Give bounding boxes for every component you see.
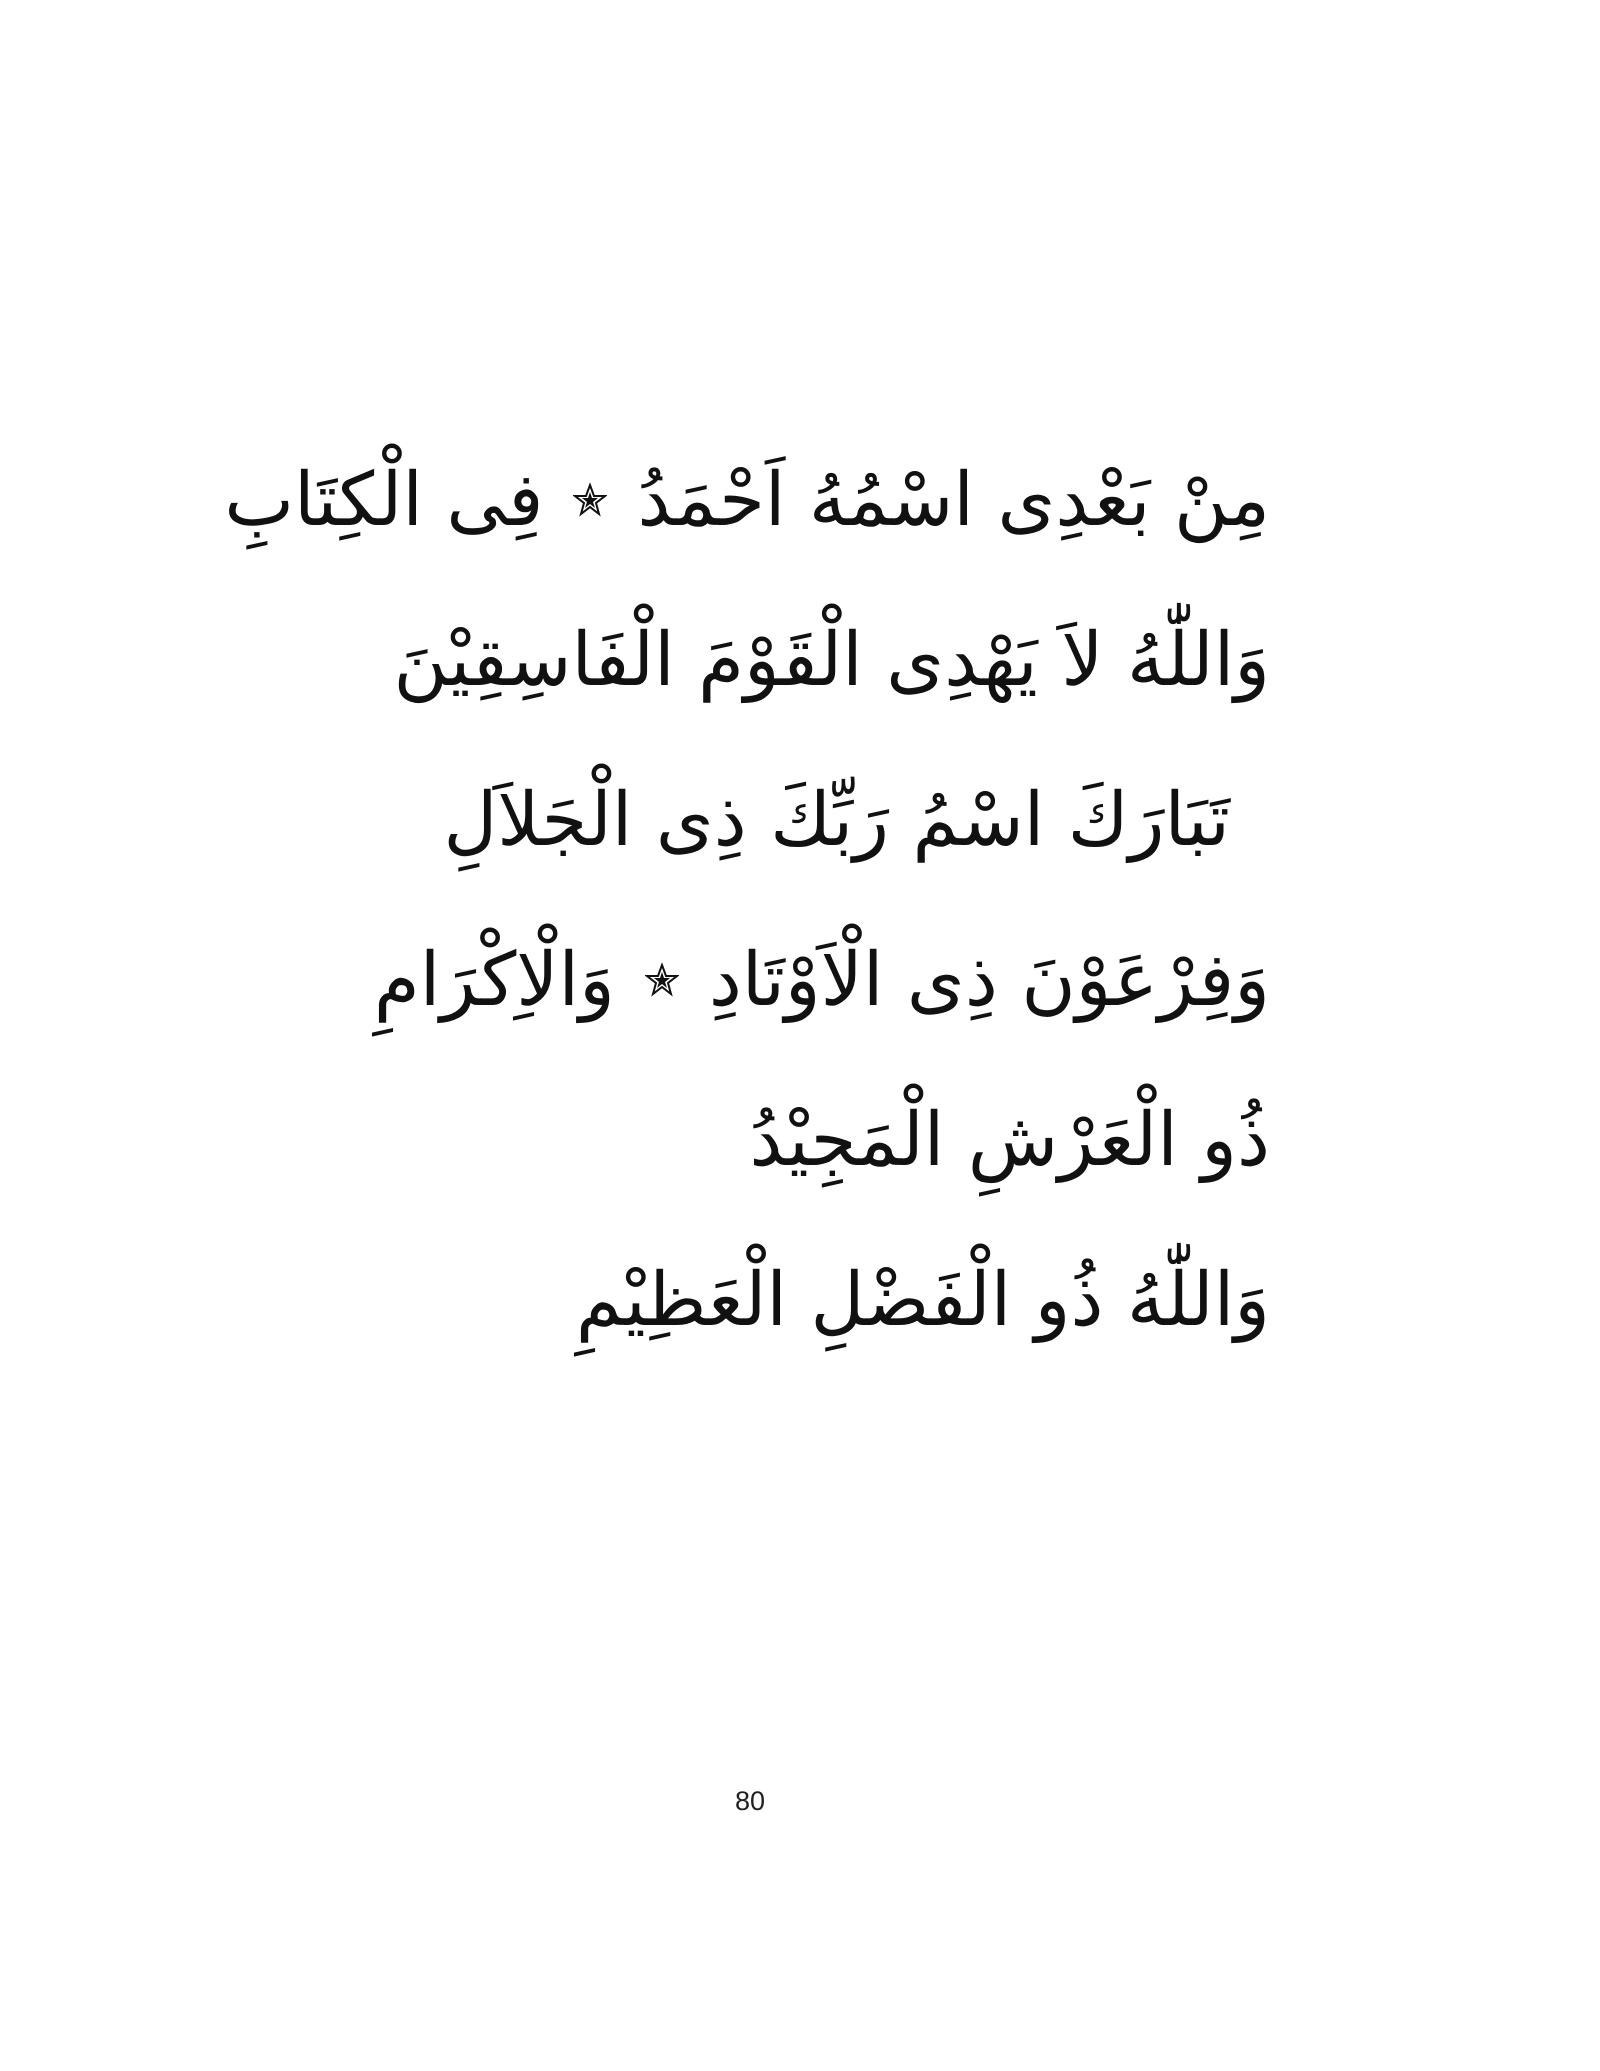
- verse-line-5-text: ذُو الْعَرْشِ الْمَجِيْدُ: [749, 1097, 1270, 1183]
- verse-line-4-phrase-b: وَالْاِكْرَامِ: [373, 937, 615, 1023]
- verse-line-2-text: وَاللّٰهُ لاَ يَهْدِى الْقَوْمَ الْفَاسِقِيْنَ: [393, 617, 1270, 703]
- verse-line-2: [290, 580, 1270, 740]
- verse-line-5: [290, 1060, 1270, 1220]
- verse-block: [224, 420, 1270, 1380]
- verse-line-1: [224, 420, 1270, 580]
- page-number: 80: [734, 1786, 766, 1816]
- verse-line-4: [290, 900, 1270, 1060]
- star-icon: [645, 963, 679, 997]
- verse-line-1-phrase-b: فِى الْكِتَابِ: [224, 457, 544, 543]
- verse-line-3-text: تَبَارَكَ اسْمُ رَبِّكَ ذِى الْجَلاَلِ: [443, 777, 1230, 863]
- star-icon: [573, 483, 607, 517]
- verse-line-4-phrase-a: وَفِرْعَوْنَ ذِى الْاَوْتَادِ: [708, 937, 1270, 1023]
- verse-line-6-text: وَاللّٰهُ ذُو الْفَضْلِ الْعَظِيْمِ: [575, 1257, 1270, 1343]
- verse-line-6: [290, 1220, 1270, 1380]
- verse-line-1-phrase-a: مِنْ بَعْدِى اسْمُهُ اَحْمَدُ: [637, 457, 1270, 543]
- verse-line-3: [290, 740, 1270, 900]
